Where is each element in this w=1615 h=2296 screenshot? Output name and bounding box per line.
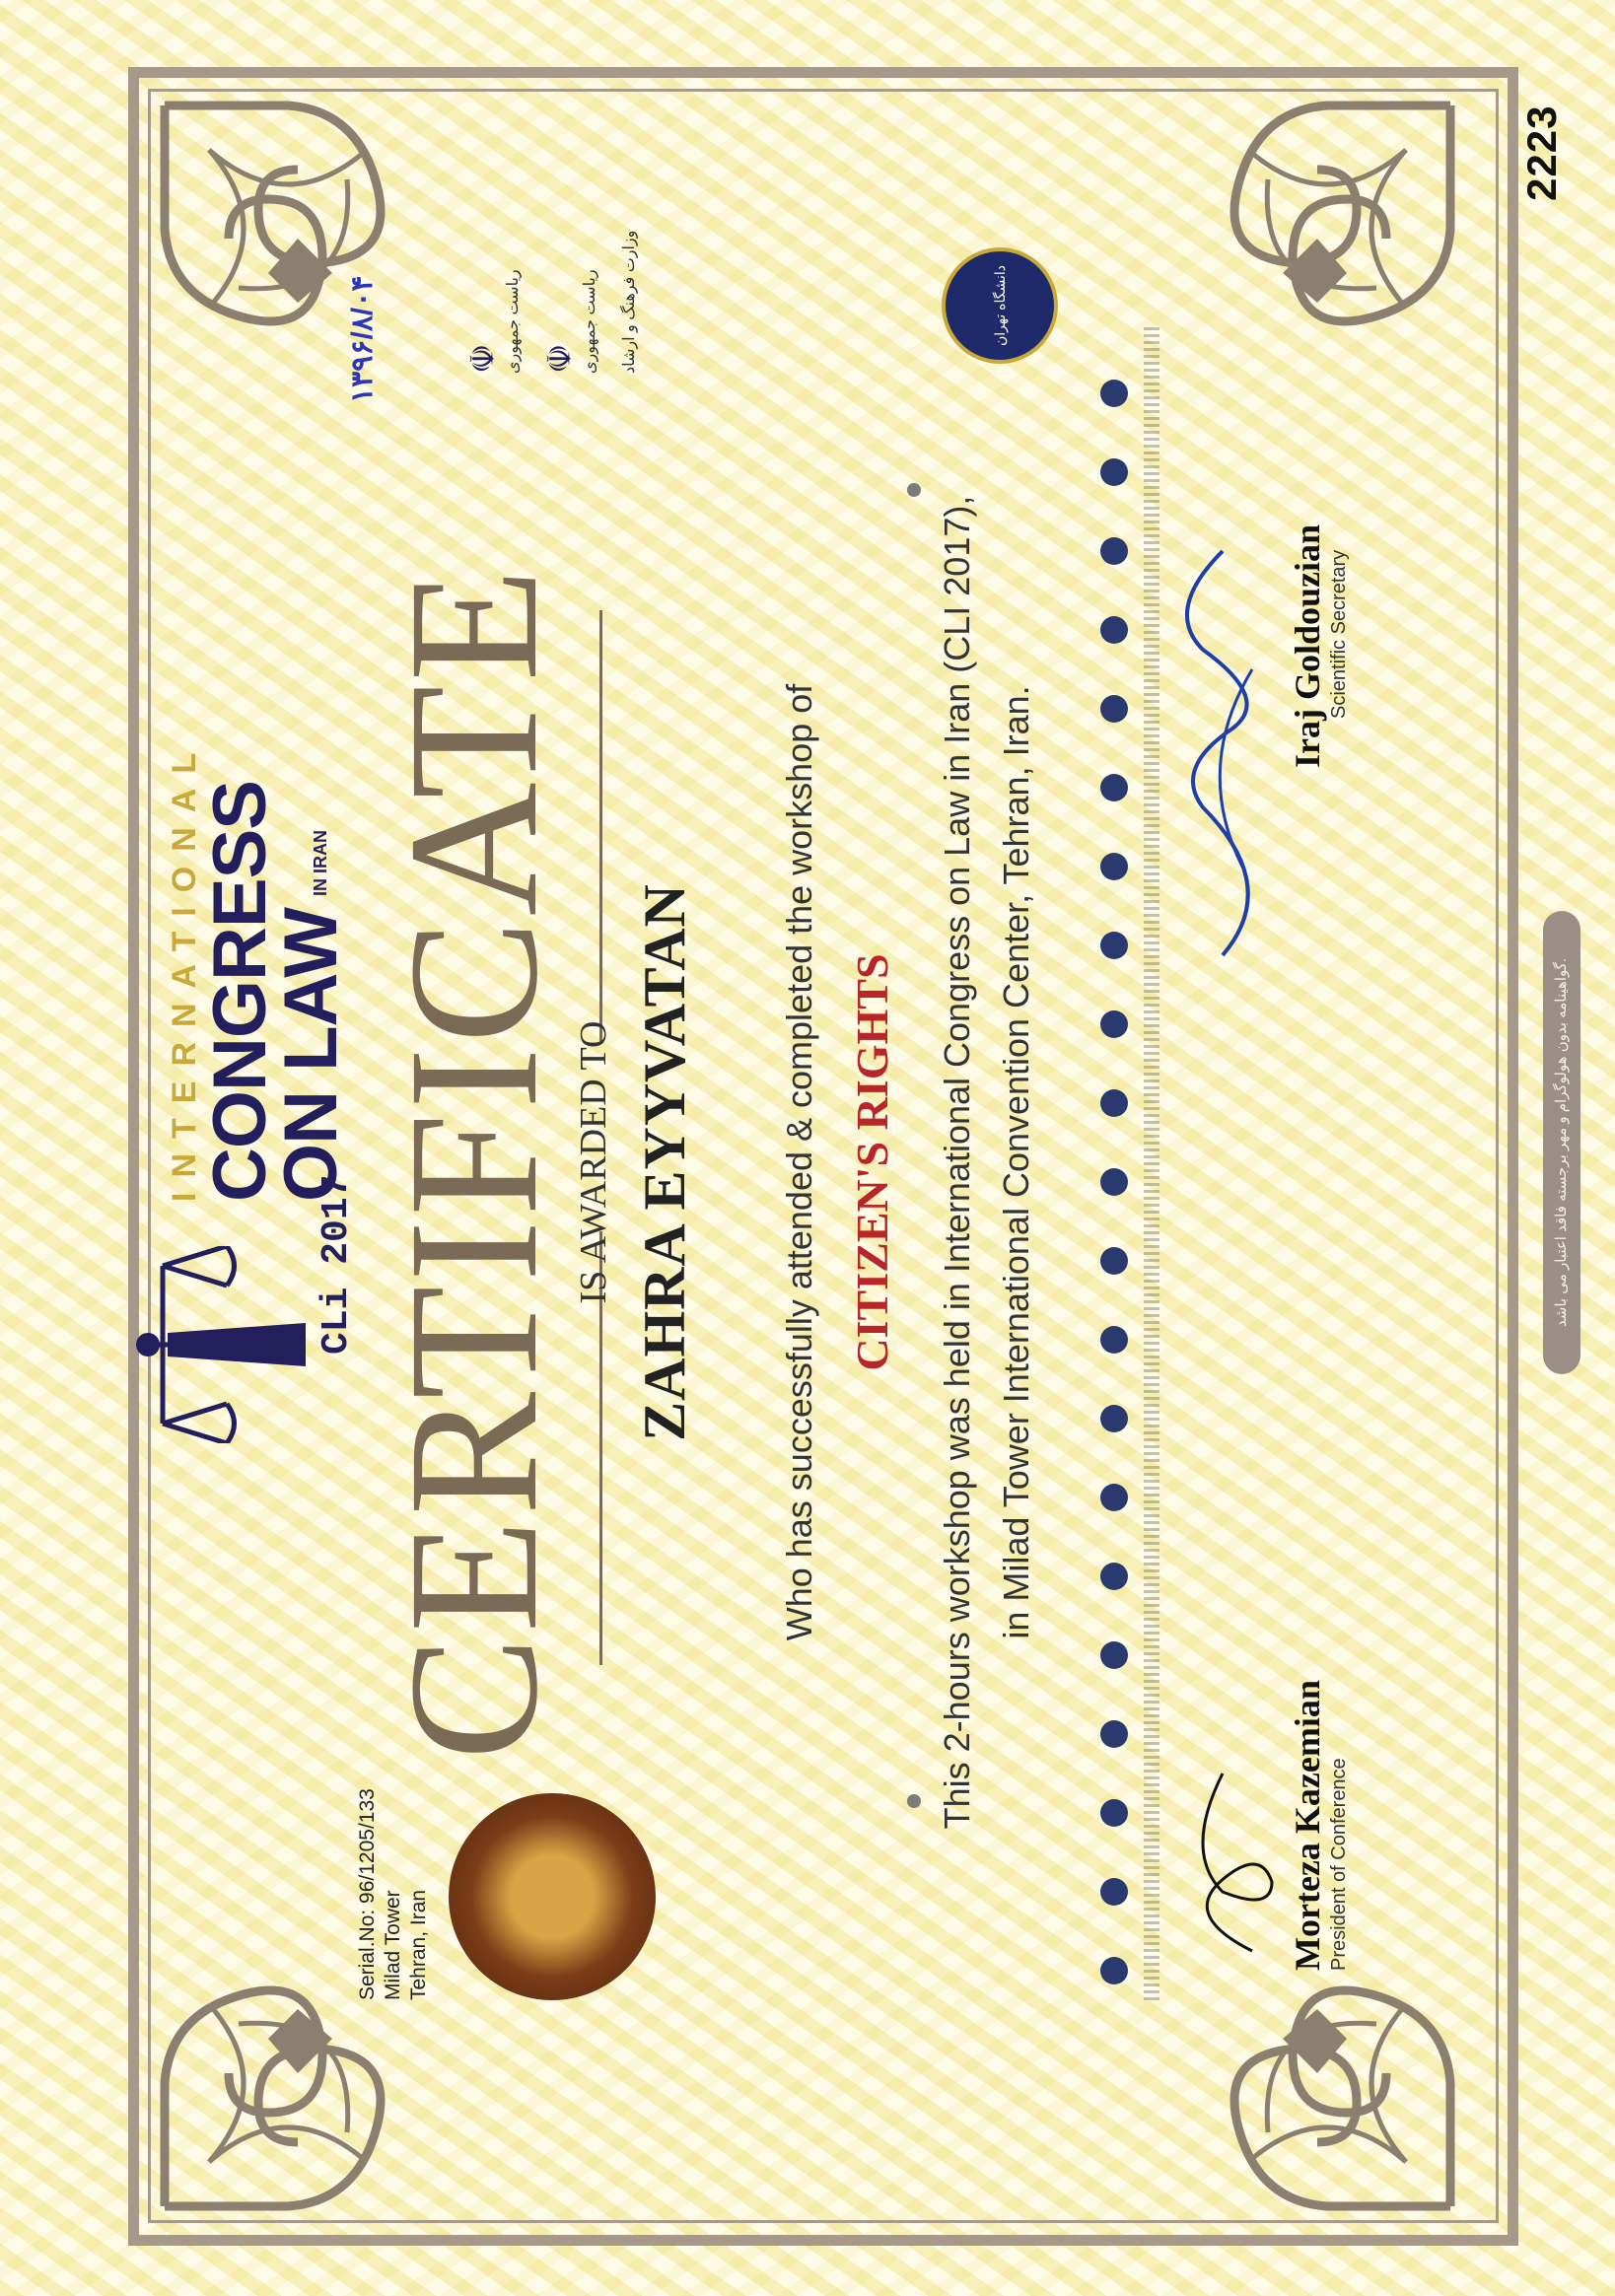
signatory-name: Morteza Kazemian bbox=[1288, 1680, 1327, 1971]
signature-right-handwriting-icon bbox=[1163, 413, 1282, 965]
signature-left-handwriting-icon bbox=[1163, 1596, 1282, 1971]
logo-iniran-text: IN IRAN bbox=[311, 830, 330, 896]
ministry-label: ریاست جمهوری bbox=[582, 269, 598, 374]
logo-onlaw-text: ON LAW bbox=[269, 908, 353, 1202]
held-text-line1: This 2-hours workshop was held in International Congress on Law in Iran (CLI 2017), bbox=[937, 495, 977, 1830]
university-seal-icon: دانشگاه تهران bbox=[942, 247, 1058, 364]
hologram-notice-banner: گواهینامه بدون هولوگرام و مهر برجسته فاقد اعتبار می باشد. bbox=[1543, 911, 1580, 1374]
signatory-role: President of Conference bbox=[1328, 1758, 1350, 1971]
held-text-line2: in Milad Tower International Convention Center, Tehran, Iran. bbox=[996, 685, 1036, 1639]
issue-date: ۱۳۹۶/۸/۰۴ bbox=[346, 275, 379, 403]
certificate-number: 2223 bbox=[1518, 104, 1565, 201]
logo-international-text: INTERNATIONAL bbox=[166, 737, 203, 1202]
emblem-icon: ☫ bbox=[541, 343, 579, 374]
bullet-dot bbox=[907, 1794, 921, 1808]
ministry-label: ریاست جمهوری bbox=[505, 269, 522, 374]
signature-left bbox=[1163, 1596, 1380, 1971]
hologram-seal-icon bbox=[449, 1793, 656, 2000]
logo-congress-text: CONGRESS bbox=[198, 781, 282, 1202]
ministry-label: وزارت فرهنگ و ارشاد bbox=[621, 230, 638, 374]
signatory-role: Scientific Secretary bbox=[1328, 549, 1350, 719]
emblem-icon: ☫ bbox=[464, 343, 502, 374]
serial-place1: Milad Tower bbox=[382, 1890, 404, 2000]
attended-text: Who has successfully attended & completed the workshop of bbox=[779, 683, 819, 1641]
bullet-dot bbox=[907, 483, 921, 497]
signature-right bbox=[1163, 413, 1380, 965]
justice-scale-icon bbox=[118, 1246, 325, 1443]
awarded-to-label: IS AWARDED TO bbox=[573, 1020, 614, 1304]
workshop-name: CITIZEN'S RIGHTS bbox=[847, 953, 897, 1371]
serial-number: Serial.No: 96/1205/133 bbox=[356, 1788, 379, 2000]
serial-block bbox=[355, 1788, 432, 2000]
ministry-emblems bbox=[463, 176, 639, 374]
signatory-name: Iraj Goldouzian bbox=[1288, 523, 1327, 768]
recipient-name: ZAHRA EYYVATAN bbox=[632, 883, 697, 1441]
edition-label: CLi 2017 bbox=[316, 1174, 358, 1355]
sponsor-logos-row bbox=[1085, 324, 1144, 2000]
sponsor-captions bbox=[1144, 324, 1159, 2000]
certificate-title: CERTIFICATE bbox=[370, 564, 576, 1761]
serial-place2: Tehran, Iran bbox=[407, 1889, 430, 2000]
